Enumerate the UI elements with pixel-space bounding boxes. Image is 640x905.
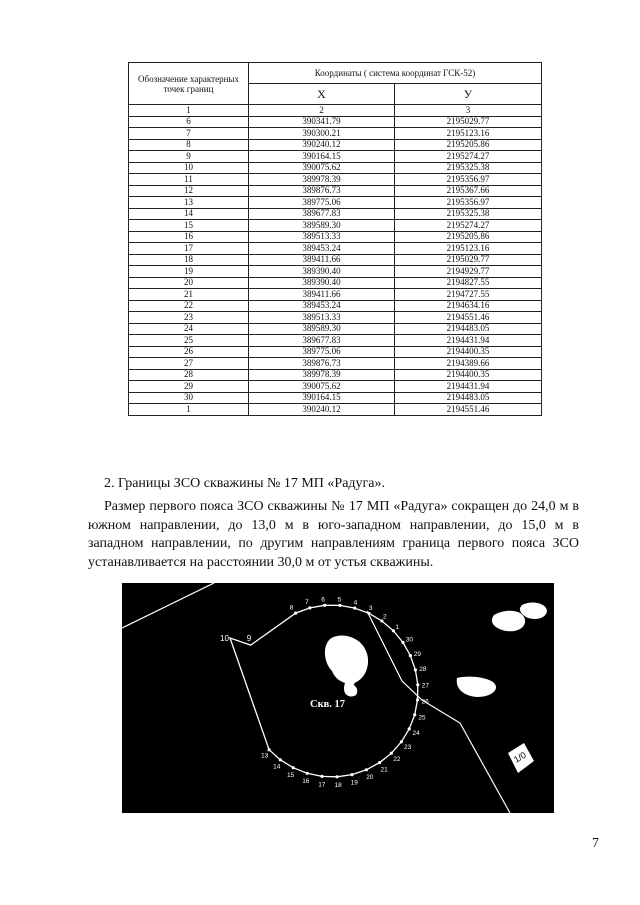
- point-label: 1: [395, 623, 400, 631]
- road-line: [122, 583, 214, 628]
- table-row: [129, 116, 542, 128]
- body-paragraph: Размер первого пояса ЗСО скважины № 17 МП «Радуга» сокращен до 24,0 м в южном направлении, до 13,0 м в юго-западном направлении, до 15,0 м в западном направлении, по другим направлениям граница первого пояса ЗСО устанавливается на расстоянии 30,0 м от устья скважины.: [88, 499, 579, 570]
- boundary-point: [350, 773, 353, 776]
- x-coordinate-cell: 390240.12: [249, 139, 395, 151]
- boundary-point: [320, 775, 323, 778]
- table-row: [129, 300, 542, 312]
- point-label: 5: [337, 596, 342, 604]
- y-coordinate-cell: 2194551.46: [395, 404, 542, 416]
- x-coordinate-cell: 390075.62: [249, 381, 395, 393]
- y-coordinate-cell: 2195029.77: [395, 116, 542, 128]
- well-marker: [350, 681, 355, 686]
- point-number-cell: 9: [129, 151, 249, 163]
- table-row: [129, 358, 542, 370]
- table-row: [129, 266, 542, 278]
- zso-boundary-map: [122, 583, 554, 813]
- x-coordinate-cell: 390075.62: [249, 162, 395, 174]
- boundary-point: [390, 752, 393, 755]
- x-coordinate-cell: 389589.30: [249, 220, 395, 232]
- point-number-cell: 30: [129, 392, 249, 404]
- table-row: [129, 139, 542, 151]
- point-number-cell: 19: [129, 266, 249, 278]
- column-index: 2: [249, 105, 395, 117]
- table-row: [129, 185, 542, 197]
- boundary-point: [367, 612, 370, 615]
- zso-boundary: [230, 605, 418, 777]
- x-coordinate-cell: 389677.83: [249, 208, 395, 220]
- point-label: 27: [421, 682, 430, 690]
- y-coordinate-cell: 2195325.38: [395, 162, 542, 174]
- point-number-cell: 13: [129, 197, 249, 209]
- y-coordinate-cell: 2195029.77: [395, 254, 542, 266]
- point-label: 29: [413, 650, 422, 658]
- terrain-patch: [457, 677, 496, 697]
- y-coordinate-cell: 2195123.16: [395, 128, 542, 140]
- x-coordinate-cell: 389411.66: [249, 289, 395, 301]
- header-coordinates: Координаты ( система координат ГСК-52): [249, 63, 542, 84]
- boundary-point: [292, 766, 295, 769]
- point-number-cell: 26: [129, 346, 249, 358]
- y-coordinate-cell: 2195274.27: [395, 151, 542, 163]
- x-coordinate-cell: 389677.83: [249, 335, 395, 347]
- y-coordinate-cell: 2194929.77: [395, 266, 542, 278]
- y-coordinate-cell: 2194634.16: [395, 300, 542, 312]
- boundary-point: [268, 748, 271, 751]
- point-label: 13: [261, 752, 269, 760]
- x-coordinate-cell: 390164.15: [249, 392, 395, 404]
- boundary-point: [413, 713, 416, 716]
- x-coordinate-cell: 390164.15: [249, 151, 395, 163]
- point-label: 28: [419, 666, 427, 674]
- y-coordinate-cell: 2195367.66: [395, 185, 542, 197]
- point-number-cell: 23: [129, 312, 249, 324]
- table-row: [129, 312, 542, 324]
- x-coordinate-cell: 389775.06: [249, 346, 395, 358]
- y-coordinate-cell: 2194389.66: [395, 358, 542, 370]
- point-number-cell: 22: [129, 300, 249, 312]
- map-canvas: [122, 583, 554, 813]
- point-label: 8: [289, 604, 294, 612]
- table-row: [129, 277, 542, 289]
- boundary-point: [323, 604, 326, 607]
- point-number-cell: 1: [129, 404, 249, 416]
- boundary-point: [306, 772, 309, 775]
- point-label: 22: [393, 756, 401, 764]
- point-number-cell: 29: [129, 381, 249, 393]
- point-number-cell: 21: [129, 289, 249, 301]
- y-coordinate-cell: 2194431.94: [395, 335, 542, 347]
- point-label: 19: [350, 779, 358, 787]
- point-label: 25: [418, 714, 426, 722]
- point-label: 18: [334, 781, 342, 789]
- point-label: 17: [318, 781, 326, 789]
- boundary-point: [353, 607, 356, 610]
- point-number-cell: 20: [129, 277, 249, 289]
- header-x: X: [249, 84, 395, 105]
- x-coordinate-cell: 390341.79: [249, 116, 395, 128]
- point-label: 14: [273, 763, 281, 771]
- point-number-cell: 11: [129, 174, 249, 186]
- table-row: [129, 335, 542, 347]
- point-number-cell: 25: [129, 335, 249, 347]
- x-coordinate-cell: 389978.39: [249, 174, 395, 186]
- y-coordinate-cell: 2194431.94: [395, 381, 542, 393]
- y-coordinate-cell: 2195325.38: [395, 208, 542, 220]
- x-coordinate-cell: 389390.40: [249, 266, 395, 278]
- point-label: 7: [305, 599, 309, 607]
- table-row: [129, 151, 542, 163]
- y-coordinate-cell: 2194727.55: [395, 289, 542, 301]
- boundary-point: [400, 740, 403, 743]
- point-label: 3: [368, 605, 373, 612]
- table-row: [129, 208, 542, 220]
- y-coordinate-cell: 2194551.46: [395, 312, 542, 324]
- well-label: Скв. 17: [310, 699, 346, 710]
- point-number-cell: 17: [129, 243, 249, 255]
- table-row: [129, 174, 542, 186]
- y-coordinate-cell: 2194827.55: [395, 277, 542, 289]
- table-row: [129, 289, 542, 301]
- x-coordinate-cell: 389453.24: [249, 243, 395, 255]
- y-coordinate-cell: 2195205.86: [395, 231, 542, 243]
- boundary-point: [336, 775, 339, 778]
- point-number-cell: 6: [129, 116, 249, 128]
- y-coordinate-cell: 2194483.05: [395, 323, 542, 335]
- point-number-cell: 7: [129, 128, 249, 140]
- boundary-point: [414, 668, 417, 671]
- terrain-patch: [492, 611, 525, 632]
- point-number-cell: 15: [129, 220, 249, 232]
- table-row: [129, 369, 542, 381]
- boundary-point: [378, 761, 381, 764]
- svg-text:1/0: 1/0: [512, 749, 528, 765]
- table-row: [129, 323, 542, 335]
- point-label: 4: [353, 599, 358, 607]
- point-number-cell: 16: [129, 231, 249, 243]
- boundary-point: [416, 698, 419, 701]
- page-number: 7: [592, 836, 599, 851]
- table-row: [129, 346, 542, 358]
- y-coordinate-cell: 2195274.27: [395, 220, 542, 232]
- header-designation: Обозначение характерных точек границ: [129, 63, 249, 105]
- x-coordinate-cell: 389453.24: [249, 300, 395, 312]
- building-icon: [508, 743, 534, 773]
- point-label: 26: [421, 698, 429, 706]
- boundary-point: [308, 606, 311, 609]
- y-coordinate-cell: 2195205.86: [395, 139, 542, 151]
- terrain-patch: [325, 636, 368, 684]
- point-number-cell: 14: [129, 208, 249, 220]
- point-number-cell: 12: [129, 185, 249, 197]
- point-label: 2: [383, 613, 387, 621]
- point-label: 24: [412, 729, 420, 737]
- x-coordinate-cell: 389876.73: [249, 358, 395, 370]
- x-coordinate-cell: 389978.39: [249, 369, 395, 381]
- point-number-cell: 10: [129, 162, 249, 174]
- point-label: 23: [404, 743, 412, 751]
- header-y: У: [395, 84, 542, 105]
- x-coordinate-cell: 390300.21: [249, 128, 395, 140]
- y-coordinate-cell: 2195356.97: [395, 197, 542, 209]
- y-coordinate-cell: 2194483.05: [395, 392, 542, 404]
- x-coordinate-cell: 389411.66: [249, 254, 395, 266]
- point-label: 21: [380, 766, 388, 774]
- point-number-cell: 24: [129, 323, 249, 335]
- x-coordinate-cell: 390240.12: [249, 404, 395, 416]
- point-label: 9: [246, 634, 252, 644]
- x-coordinate-cell: 389876.73: [249, 185, 395, 197]
- table-row: [129, 231, 542, 243]
- y-coordinate-cell: 2194400.35: [395, 369, 542, 381]
- section-heading: 2. Границы ЗСО скважины № 17 МП «Радуга».: [104, 476, 385, 491]
- boundary-point: [401, 641, 404, 644]
- column-index: 1: [129, 105, 249, 117]
- table-row: [129, 392, 542, 404]
- boundary-point: [365, 768, 368, 771]
- point-label: 15: [287, 772, 295, 779]
- x-coordinate-cell: 389589.30: [249, 323, 395, 335]
- point-label: 20: [366, 774, 374, 782]
- boundary-point: [408, 727, 411, 730]
- plot-boundary-line: [367, 611, 510, 813]
- boundary-point: [416, 683, 419, 686]
- y-coordinate-cell: 2194400.35: [395, 346, 542, 358]
- column-index: 3: [395, 105, 542, 117]
- point-number-cell: 27: [129, 358, 249, 370]
- x-coordinate-cell: 389775.06: [249, 197, 395, 209]
- boundary-point: [338, 604, 341, 607]
- x-coordinate-cell: 389390.40: [249, 277, 395, 289]
- table-row: [129, 243, 542, 255]
- table-row: [129, 220, 542, 232]
- point-label: 10: [220, 634, 229, 643]
- point-number-cell: 8: [129, 139, 249, 151]
- boundary-point: [294, 612, 297, 615]
- x-coordinate-cell: 389513.33: [249, 312, 395, 324]
- x-coordinate-cell: 389513.33: [249, 231, 395, 243]
- boundary-point: [279, 758, 282, 761]
- point-number-cell: 18: [129, 254, 249, 266]
- table-row: [129, 404, 542, 416]
- point-label: 16: [302, 778, 310, 785]
- y-coordinate-cell: 2195123.16: [395, 243, 542, 255]
- table-row: [129, 128, 542, 140]
- point-number-cell: 28: [129, 369, 249, 381]
- table-row: [129, 197, 542, 209]
- table-body: [129, 116, 542, 415]
- point-label: 30: [405, 636, 414, 644]
- y-coordinate-cell: 2195356.97: [395, 174, 542, 186]
- table-row: [129, 381, 542, 393]
- table-row: [129, 162, 542, 174]
- coordinates-table: [128, 62, 542, 416]
- boundary-point: [409, 654, 412, 657]
- table-row: [129, 254, 542, 266]
- terrain-patch: [520, 603, 547, 619]
- point-label: 6: [321, 596, 325, 604]
